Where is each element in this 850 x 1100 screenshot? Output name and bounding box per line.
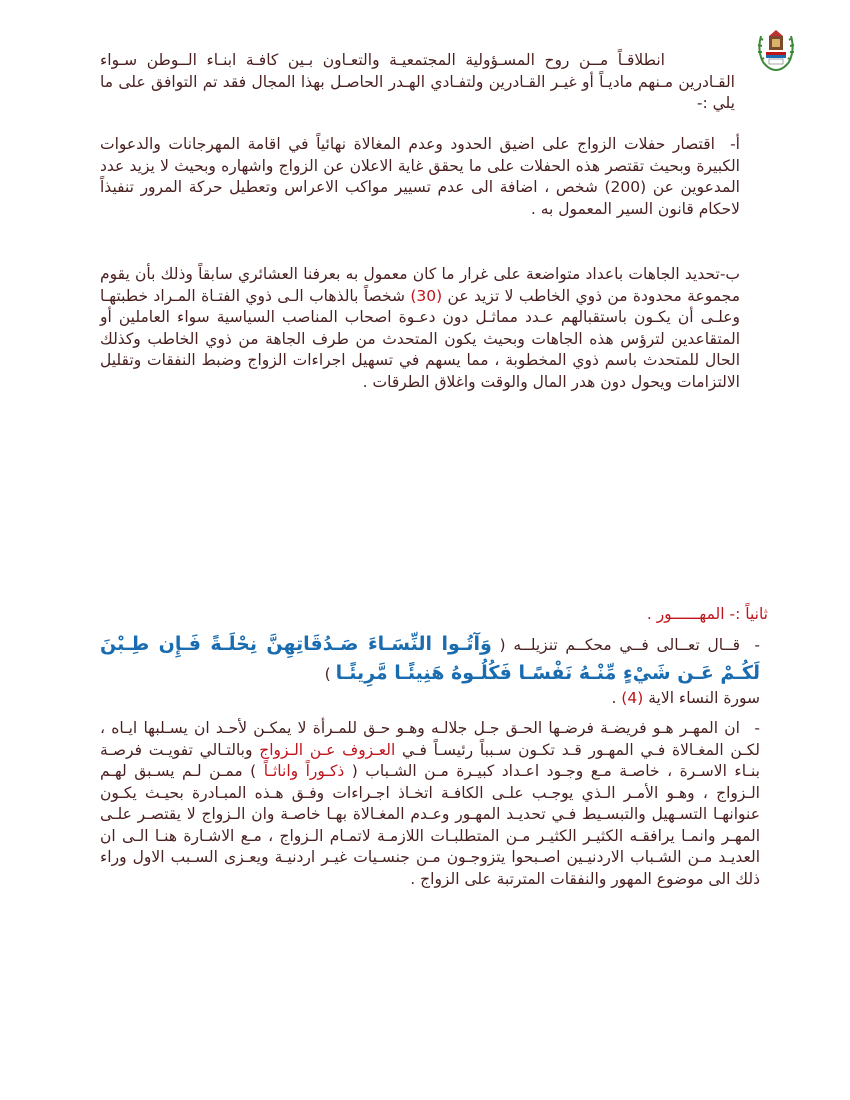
clause-b-text: تحديد الجاهات باعداد متواضعة على غرار ما كان معمول به بعرفنا العشائري سابقاً وذلك بأن يقوم مجموعة محدودة من ذوي الخاطب لا تزيد عن (100, 265, 740, 305)
clause-a-text: اقتصار حفلات الزواج على اضيق الحدود وعدم المغالاة نهائياً في اقامة المهرجانات والدعوات الكبيرة وبحيث تقتصر هذه الحفلات على ما يحقق غاية الاعلان عن الزواج واشهاره وبحيث لا يزيد عدد المدعوين عن (100, 135, 740, 196)
highlight-males-females: ذكـوراً واناثـاً (263, 762, 345, 780)
clause-a-number: (200) (604, 178, 647, 196)
clause-a (100, 134, 740, 220)
intro-text: انطلاقـاً مــن روح المسـؤولية المجتمعيـة والتعـاون بـين كافـة ابنـاء الــوطن سـواء القـادرين مـنهم ماديـاً أو غيـر القـادرين ولتفـادي الهـدر الحاصـل بهذا المجال فقد تم التوافق على ما يلي :- (100, 51, 735, 112)
jordan-emblem-logo (755, 26, 797, 72)
highlight-marriage-reluctance: العـزوف عـن الـزواج (259, 740, 396, 759)
mahr-paragraph (100, 718, 760, 890)
section-title-mahr: ثانياً :- المهــــــور . (646, 605, 768, 623)
clause-a-text-continued: شخص ، اضافة الى عدم تسيير مواكب الاعراس وتعطيل حركة المرور تنفيذاً لاحكام قانون السير المعمول به . (100, 178, 740, 218)
verse-number: (4) (621, 689, 644, 707)
verse-source-end: . (611, 689, 622, 707)
quran-verse: وَآتُـوا النِّسَـاءَ صَـدُقَاتِهِنَّ نِحْلَـةً فَـإِن طِـبْنَ لَكُـمْ عَـن شَيْءٍ مِّنْـهُ نَفْسًـا فَكُلُـوهُ هَنِيئًـا مَّرِيئًـا (100, 633, 760, 684)
coat-of-arms-icon (755, 26, 797, 72)
quote-intro: قــال تعــالى فــي محكــم تنزيلــه ( (491, 636, 740, 654)
clause-b-number: (30) (410, 286, 443, 305)
bullet-dash: - (754, 636, 760, 654)
quote-close: ) (324, 665, 336, 683)
quran-quote-paragraph (100, 630, 760, 710)
clause-b-marker: ب- (719, 265, 740, 283)
mahr-text-part3: ) ممـن لـم يسـبق لهـم الـزواج ، وهـو الأمـر الـذي يوجـب علـى الكافـة اتخـاذ اجـراءات وفـق هـذه المبـادرة بحيـث يكـون عنوانهـا التسـهيل والتبسـيط فـي تحديـد المهـور وعـدم المغـالاة بهـا خاصـة وان الـزواج لا يقتصـر علـى المهـر وانمـا يرافقـه الكثيـر الكثيـر مـن المتطلبـات اللازمـة لاتمـام الـزواج ، مـع الاشـارة هنـا الـى ان العديـد مـن الشـباب الاردنيـين اصـبحوا يتزوجـون مـن جنسـيات غيـر اردنيـة ويعـزى السـبب الاول وراء ذلك الى موضوع المهور والنفقات المترتبة على الزواج . (100, 762, 760, 888)
mahr-text-part1: ان المهـر هـو فريضـة فرضـها الحـق جـل جلالـه وهـو حـق للمـرأة لا يمكـن لأحـد ان يسـلبها ايـاه ، لكـن المغـالاة فـي المهـور قـد تكـون سـبباً رئيسـاً فـي (100, 719, 760, 759)
clause-b (100, 264, 740, 393)
intro-paragraph (100, 50, 735, 115)
mahr-text-part2: وبالتـالي تفويـت فرصـة بنـاء الاسـرة ، خاصـة مـع وجـود اعـداد كبيـرة مـن الشـباب ( (100, 740, 760, 780)
bullet-dash: - (754, 719, 760, 737)
verse-source: سورة النساء الاية (643, 689, 760, 707)
clause-b-text-continued: شخصاً بالذهاب الـى ذوي الفتـاة المـراد خطبتهـا وعلـى أن يكـون باستقبالهم عـدد مماثـل دون دعـوة اصحاب المناصب السياسية سواء العاملين أو المتقاعدين لترؤس هذه الجاهات وبحيث يكون المتحدث من طرف الجاهة من ذوي الخاطب وكذلك الحال للمتحدث باسم ذوي المخطوبة ، مما يسهم في تسهيل اجراءات الزواج وضبط النفقات وتقليل الالتزامات ويحول دون هدر المال والوقت واغلاق الطرقات . (100, 286, 740, 391)
clause-a-marker: أ- (730, 135, 740, 153)
